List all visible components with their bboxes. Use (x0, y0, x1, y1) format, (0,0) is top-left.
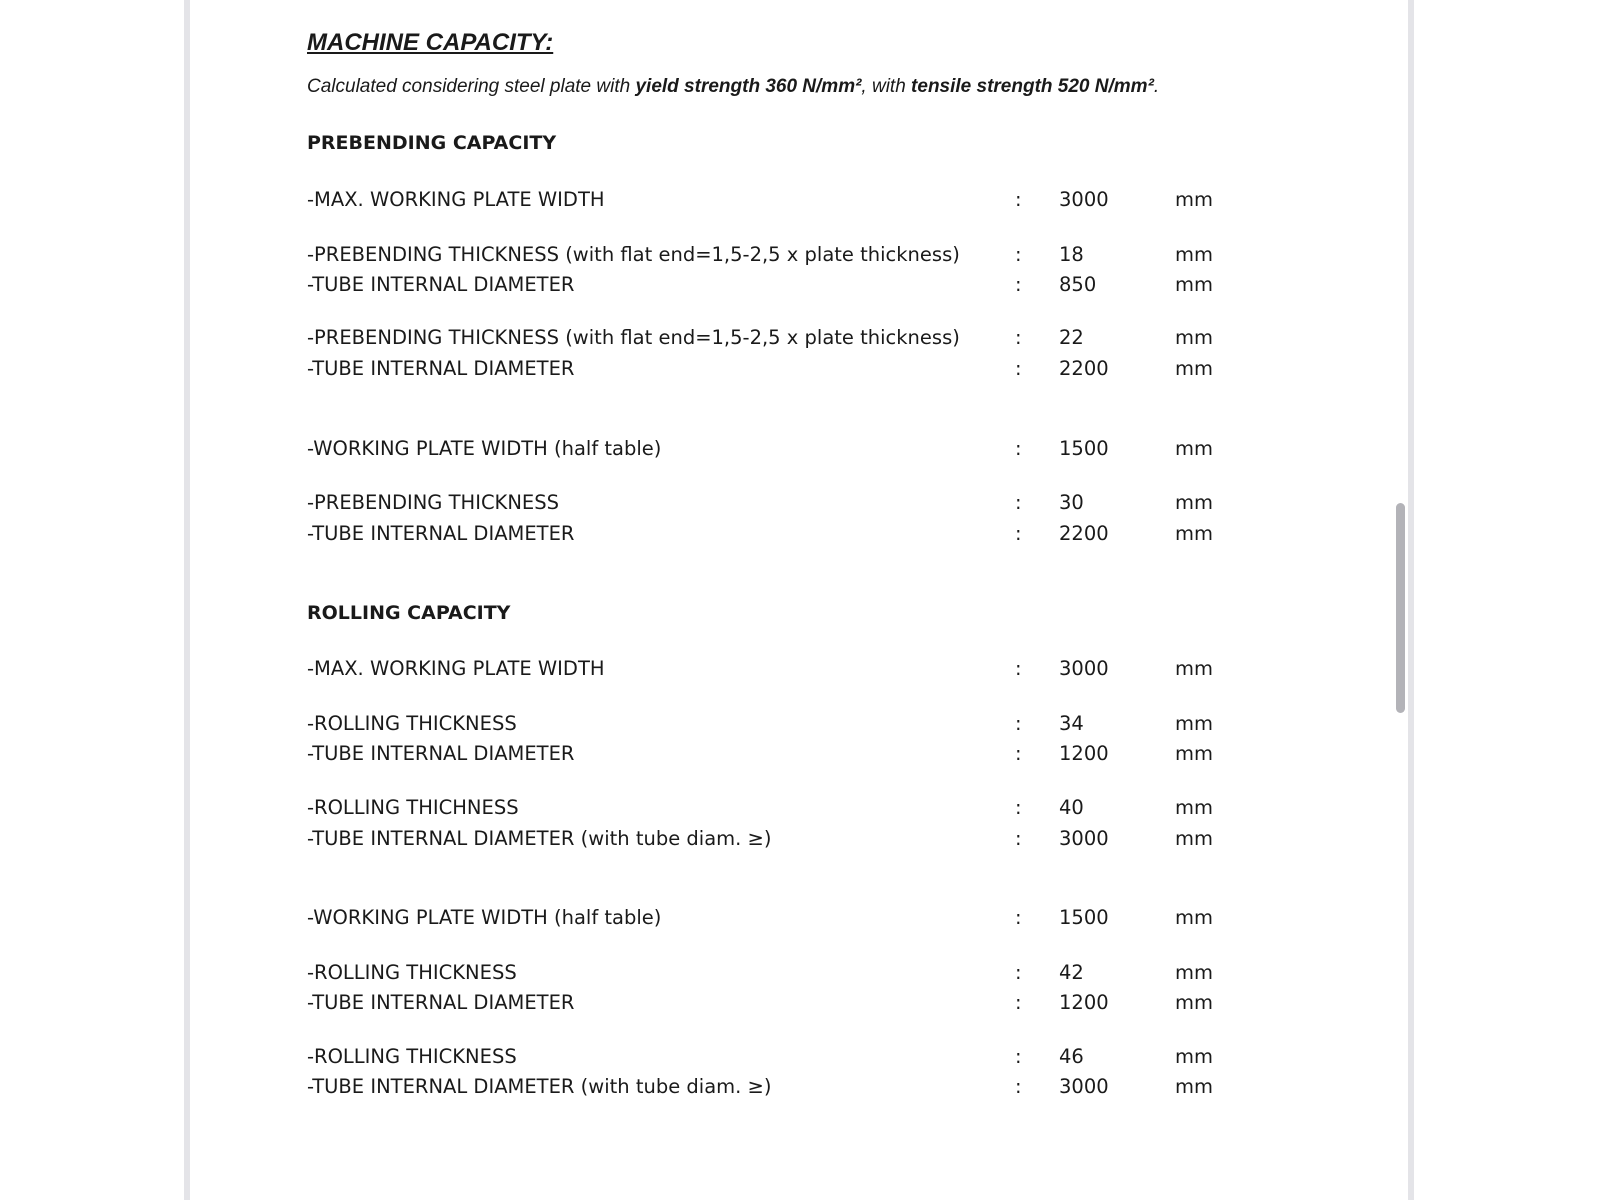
spec-row (307, 490, 1227, 516)
spec-label: -MAX. WORKING PLATE WIDTH (307, 657, 605, 680)
spec-label: -ROLLING THICKNESS (307, 1045, 517, 1068)
spec-value: 2200 (1059, 357, 1109, 380)
spec-row (307, 656, 1227, 682)
spec-unit: mm (1175, 491, 1213, 514)
spec-label: -MAX. WORKING PLATE WIDTH (307, 188, 605, 211)
spec-label: -ROLLING THICHNESS (307, 796, 519, 819)
spec-row (307, 242, 1227, 268)
spec-colon: : (1015, 827, 1022, 850)
spec-label: -WORKING PLATE WIDTH (half table) (307, 437, 662, 460)
spec-row (307, 960, 1227, 986)
spec-label: -ROLLING THICKNESS (307, 712, 517, 735)
spec-colon: : (1015, 742, 1022, 765)
document-subtitle (307, 76, 1159, 98)
subtitle-text-2: , with (861, 76, 912, 97)
spec-label: -WORKING PLATE WIDTH (half table) (307, 906, 662, 929)
spec-colon: : (1015, 273, 1022, 296)
page-edge-right (1408, 0, 1414, 1200)
page-edge-left (184, 0, 190, 1200)
spec-unit: mm (1175, 188, 1213, 211)
spec-colon: : (1015, 1075, 1022, 1098)
subtitle-text-3: . (1153, 76, 1160, 97)
spec-row (307, 436, 1227, 462)
spec-unit: mm (1175, 961, 1213, 984)
spec-unit: mm (1175, 357, 1213, 380)
tensile-strength: tensile strength 520 N/mm² (911, 76, 1154, 97)
spec-unit: mm (1175, 1075, 1213, 1098)
spec-label: -TUBE INTERNAL DIAMETER (307, 522, 575, 545)
spec-colon: : (1015, 437, 1022, 460)
spec-row (307, 795, 1227, 821)
spec-row (307, 826, 1227, 852)
spec-label: -TUBE INTERNAL DIAMETER (with tube diam. ≥) (307, 1075, 772, 1098)
spec-unit: mm (1175, 243, 1213, 266)
spec-row (307, 187, 1227, 213)
spec-row (307, 272, 1227, 298)
spec-unit: mm (1175, 273, 1213, 296)
spec-row (307, 1044, 1227, 1070)
rolling-heading: ROLLING CAPACITY (307, 602, 511, 624)
spec-unit: mm (1175, 1045, 1213, 1068)
subtitle-text-1: Calculated considering steel plate with (307, 76, 636, 97)
spec-unit: mm (1175, 326, 1213, 349)
spec-value: 3000 (1059, 827, 1109, 850)
spec-value: 2200 (1059, 522, 1109, 545)
spec-value: 30 (1059, 491, 1084, 514)
spec-row (307, 711, 1227, 737)
spec-value: 46 (1059, 1045, 1084, 1068)
spec-row (307, 905, 1227, 931)
spec-unit: mm (1175, 742, 1213, 765)
prebending-heading: PREBENDING CAPACITY (307, 132, 557, 154)
spec-value: 40 (1059, 796, 1084, 819)
spec-row (307, 741, 1227, 767)
spec-colon: : (1015, 491, 1022, 514)
spec-value: 34 (1059, 712, 1084, 735)
spec-value: 1500 (1059, 906, 1109, 929)
spec-value: 1200 (1059, 742, 1109, 765)
spec-colon: : (1015, 906, 1022, 929)
spec-colon: : (1015, 657, 1022, 680)
spec-unit: mm (1175, 906, 1213, 929)
spec-row (307, 356, 1227, 382)
spec-colon: : (1015, 188, 1022, 211)
spec-value: 18 (1059, 243, 1084, 266)
spec-row (307, 521, 1227, 547)
spec-colon: : (1015, 357, 1022, 380)
spec-colon: : (1015, 796, 1022, 819)
spec-label: -TUBE INTERNAL DIAMETER (307, 357, 575, 380)
spec-unit: mm (1175, 712, 1213, 735)
spec-row (307, 325, 1227, 351)
spec-unit: mm (1175, 522, 1213, 545)
spec-colon: : (1015, 991, 1022, 1014)
spec-label: -TUBE INTERNAL DIAMETER (307, 273, 575, 296)
spec-unit: mm (1175, 796, 1213, 819)
spec-value: 42 (1059, 961, 1084, 984)
spec-colon: : (1015, 712, 1022, 735)
spec-colon: : (1015, 243, 1022, 266)
spec-row (307, 990, 1227, 1016)
spec-unit: mm (1175, 437, 1213, 460)
spec-value: 1200 (1059, 991, 1109, 1014)
spec-value: 3000 (1059, 657, 1109, 680)
scrollbar-thumb[interactable] (1396, 503, 1405, 713)
spec-colon: : (1015, 326, 1022, 349)
spec-label: -PREBENDING THICKNESS (with flat end=1,5-2,5 x plate thickness) (307, 326, 960, 349)
spec-label: -TUBE INTERNAL DIAMETER (307, 742, 575, 765)
spec-label: -TUBE INTERNAL DIAMETER (with tube diam. ≥) (307, 827, 772, 850)
spec-value: 22 (1059, 326, 1084, 349)
spec-label: -PREBENDING THICKNESS (307, 491, 560, 514)
yield-strength: yield strength 360 N/mm² (635, 76, 862, 97)
spec-label: -PREBENDING THICKNESS (with flat end=1,5-2,5 x plate thickness) (307, 243, 960, 266)
spec-label: -TUBE INTERNAL DIAMETER (307, 991, 575, 1014)
spec-unit: mm (1175, 657, 1213, 680)
spec-row (307, 1074, 1227, 1100)
spec-colon: : (1015, 522, 1022, 545)
spec-label: -ROLLING THICKNESS (307, 961, 517, 984)
spec-value: 1500 (1059, 437, 1109, 460)
spec-unit: mm (1175, 827, 1213, 850)
spec-value: 850 (1059, 273, 1097, 296)
spec-unit: mm (1175, 991, 1213, 1014)
document-title: MACHINE CAPACITY: (307, 29, 554, 56)
spec-colon: : (1015, 1045, 1022, 1068)
spec-colon: : (1015, 961, 1022, 984)
spec-value: 3000 (1059, 188, 1109, 211)
spec-value: 3000 (1059, 1075, 1109, 1098)
